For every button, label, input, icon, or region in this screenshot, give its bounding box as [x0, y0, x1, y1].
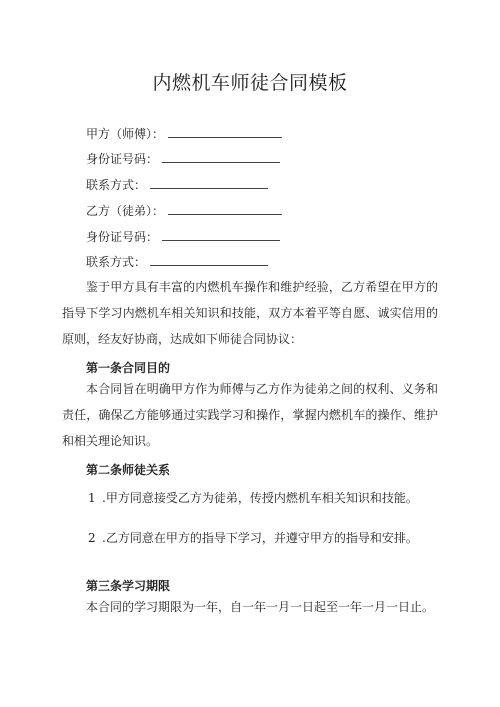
section-3-body: 本合同的学习期限为一年，自一年一月一日起至一年一月一日止。	[86, 600, 435, 614]
contact-a-blank[interactable]	[150, 176, 268, 189]
id-b-label: 身份证号码：	[86, 230, 159, 244]
id-a-field	[86, 150, 280, 167]
section-3-heading: 第三条学习期限	[86, 579, 171, 593]
contact-b-blank[interactable]	[150, 253, 268, 266]
contact-a-label: 联系方式：	[86, 178, 147, 192]
party-a-blank[interactable]	[168, 125, 282, 138]
section-2-heading: 第二条师徒关系	[86, 463, 171, 477]
party-b-blank[interactable]	[168, 202, 282, 215]
party-b-label: 乙方（徒弟）：	[86, 204, 165, 218]
id-a-blank[interactable]	[162, 150, 280, 163]
contact-a-field	[86, 176, 268, 193]
party-b-field	[86, 202, 282, 219]
item-text: .乙方同意在甲方的指导下学习，并遵守甲方的指导和安排。	[102, 531, 418, 545]
section-2-item-2	[88, 530, 418, 546]
item-text: .甲方同意接受乙方为徒弟，传授内燃机车相关知识和技能。	[102, 491, 418, 505]
party-a-label: 甲方（师傅）：	[86, 127, 165, 141]
id-a-label: 身份证号码：	[86, 152, 159, 166]
intro-paragraph: 鉴于甲方具有丰富的内燃机车操作和维护经验，乙方希望在甲方的指导下学习内燃机车相关知识和技能，双方本着平等自愿、诚实信用的原则，经友好协商，达成如下师徒合同协议：	[62, 280, 438, 346]
item-number: 1	[88, 491, 96, 505]
section-2-item-1	[88, 490, 418, 506]
contact-b-label: 联系方式：	[86, 255, 147, 269]
id-b-blank[interactable]	[162, 228, 280, 241]
section-1-heading: 第一条合同目的	[86, 361, 171, 375]
item-number: 2	[88, 531, 96, 545]
section-1-body: 本合同旨在明确甲方作为师傅与乙方作为徒弟之间的权利、义务和责任，确保乙方能够通过实践学习和操作，掌握内燃机车的操作、维护和相关理论知识。	[62, 382, 438, 448]
id-b-field	[86, 228, 280, 245]
party-a-field	[86, 125, 282, 142]
contact-b-field	[86, 253, 268, 270]
document-title: 内燃机车师徒合同模板	[152, 72, 348, 94]
